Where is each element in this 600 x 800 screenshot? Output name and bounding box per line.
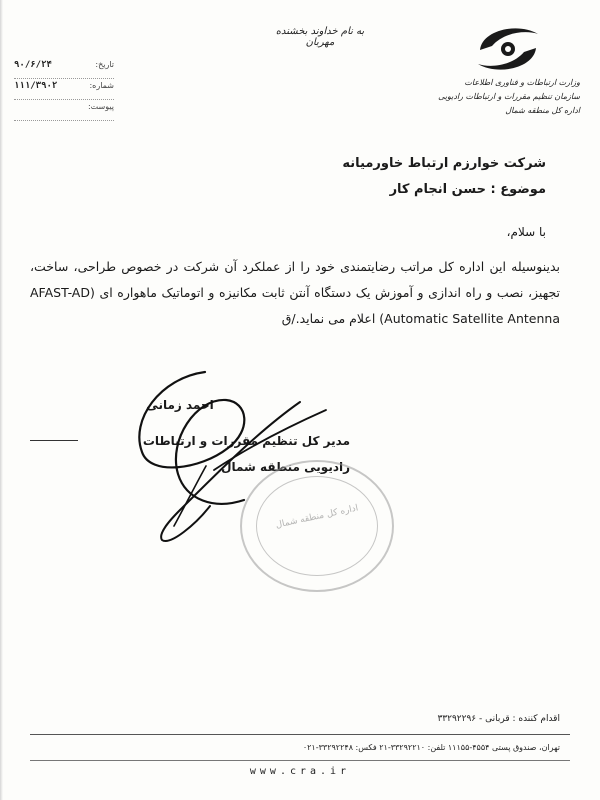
footer-divider [30, 760, 570, 761]
signer-name: احمد زمانی [146, 398, 214, 412]
number-row [14, 81, 114, 100]
date-row [14, 60, 114, 79]
attachment-row [14, 102, 114, 121]
letter-meta [14, 60, 114, 123]
cra-logo-icon [468, 20, 548, 78]
basmala: به نام خداوند بخشنده مهربان [275, 26, 365, 48]
date-value: ۹۰/۶/۲۴ [14, 60, 52, 70]
attachment-label: پیوست: [87, 102, 114, 111]
footer-address: تهران، صندوق پستی ۴۵۵۴-۱۱۱۵۵ تلفن: ۳۳۲۹۲۲۱۰-۲۱ فکس: ۳۳۲۹۲۲۴۸-۰۲۱ [302, 743, 560, 752]
footer-divider [30, 734, 570, 735]
ministry-line: وزارت ارتباطات و فناوری اطلاعات [464, 78, 580, 87]
followup-note: اقدام کننده : قربانی - ۳۳۲۹۲۲۹۶ [437, 714, 560, 724]
seal-text: اداره کل منطقه شمال [274, 503, 360, 531]
recipient: شرکت خوارزم ارتباط خاورمیانه [342, 156, 546, 171]
date-label: تاریخ: [95, 60, 114, 69]
signer-title-line: مدیر کل تنظیم مقررات و ارتباطات [142, 434, 350, 448]
letter-body [30, 254, 560, 332]
footer-website: www.cra.ir [249, 766, 351, 777]
subject: موضوع : حسن انجام کار [389, 182, 546, 197]
number-value: ۱۱۱/۳۹۰۲ [14, 81, 58, 91]
number-label: شماره: [89, 81, 114, 90]
greeting: با سلام، [506, 225, 546, 239]
ministry-line: اداره کل منطقه شمال [505, 106, 580, 115]
official-seal-stamp [240, 460, 394, 592]
letter-paragraph: بدینوسیله این اداره کل مراتب رضایتمندی خود را از عملکرد آن شرکت در خصوص طراحی، ساخت، تجهیز، نصب و راه اندازی و آموزش یک دستگاه آنتن ثابت مکانیزه و اتوماتیک ماهواره ای (AFAST-AD Automatic Satellite Antenna) اعلام می نماید./ق [30, 259, 560, 326]
ministry-header [430, 76, 580, 118]
signer-title-line: رادیویی منطقه شمال [221, 460, 350, 474]
ministry-line: سازمان تنظیم مقررات و ارتباطات رادیویی [438, 92, 580, 101]
blank-line [30, 440, 78, 441]
